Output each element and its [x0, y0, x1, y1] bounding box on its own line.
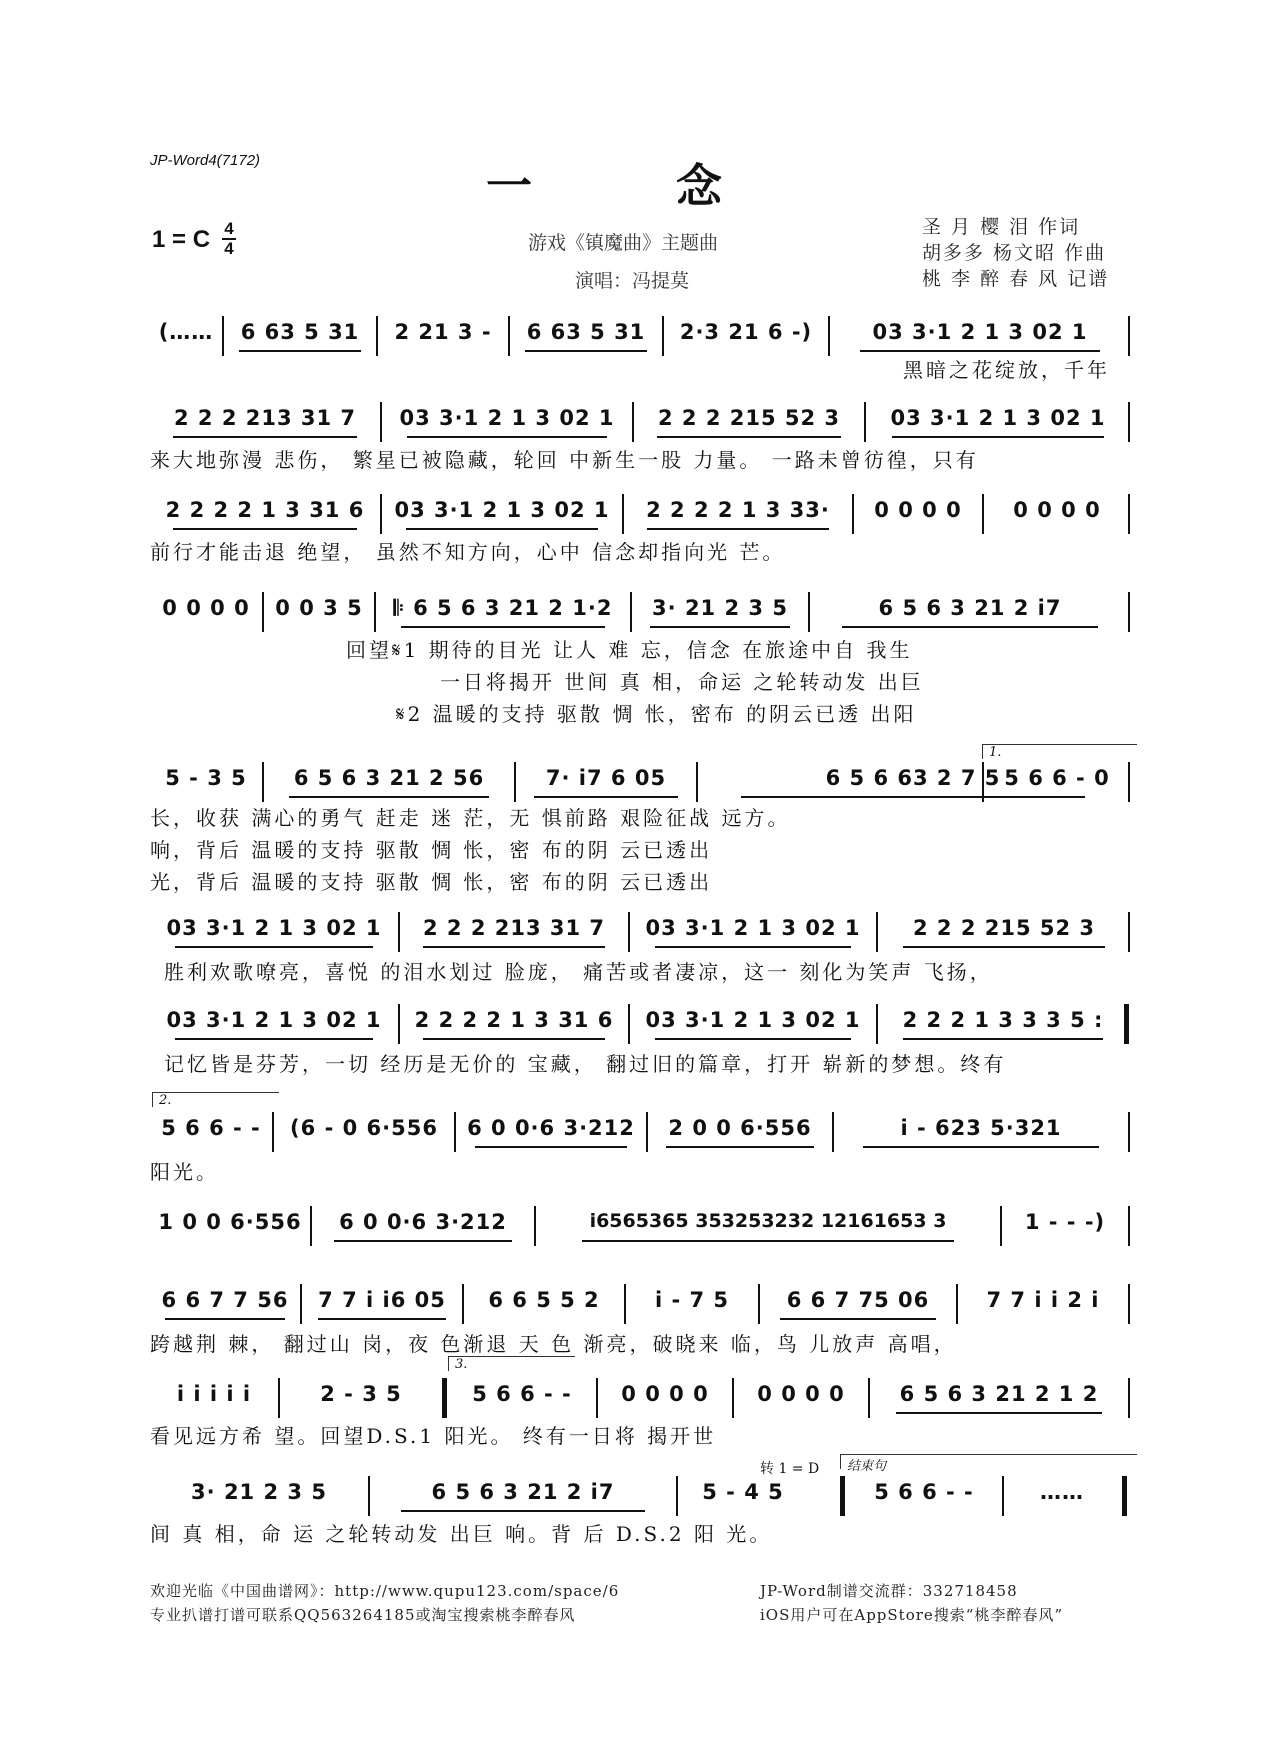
- measure-notes: i i i i i: [176, 1382, 252, 1406]
- measure: [598, 1378, 732, 1418]
- lyric-line: 长，收获 满心的勇气 赶走 迷 茫，无 惧前路 艰险征战 远方。: [150, 806, 791, 830]
- barline: [1128, 1378, 1130, 1418]
- lyric-line: 一日将揭开 世间 真 相，命运 之轮转动发 出巨: [440, 670, 924, 694]
- measure: [984, 494, 1130, 534]
- beam: [896, 1412, 1102, 1414]
- measure: [634, 402, 864, 442]
- repeat-end-barline: [1124, 1004, 1129, 1044]
- measure: [846, 1476, 1002, 1516]
- modulation-marker: 转 1 = D: [760, 1461, 820, 1477]
- measure-notes: i - 7 5: [654, 1288, 730, 1312]
- beam: [655, 1038, 852, 1040]
- measure: [760, 1284, 956, 1324]
- measure: [648, 1112, 832, 1152]
- volta-3: 3.: [448, 1356, 575, 1371]
- measure-notes: 1 - - -): [1024, 1210, 1106, 1234]
- measure: [1002, 1206, 1128, 1246]
- measure: [150, 494, 380, 534]
- measure: [382, 402, 632, 442]
- footer-ios: iOS用户可在AppStore搜索“桃李醉春风”: [760, 1606, 1064, 1624]
- footer-site-link[interactable]: 欢迎光临《中国曲谱网》：http://www.qupu123.com/space/6: [150, 1582, 620, 1600]
- measure-notes: 03 3·1 2 1 3 02 1: [645, 916, 861, 940]
- measure: [630, 1004, 876, 1044]
- barline: [1128, 316, 1130, 356]
- measure: [448, 1378, 596, 1418]
- lyric-line: 间 真 相，命 运 之轮转动发 出巨 响。背 后 D.S.2 阳 光。: [150, 1522, 773, 1546]
- measure-notes: 03 3·1 2 1 3 02 1: [394, 498, 610, 522]
- measure: [516, 762, 696, 802]
- lyric-line: 记忆皆是芬芳，一切 经历是无价的 宝藏， 翻过旧的篇章，打开 崭新的梦想。终有: [164, 1052, 1007, 1076]
- measure-notes: 03 3·1 2 1 3 02 1: [399, 406, 615, 430]
- beam: [525, 350, 647, 352]
- measure: [464, 1284, 624, 1324]
- beam: [173, 528, 357, 530]
- beam: [318, 1318, 446, 1320]
- measure-notes: i6565365 353253232 12161653 3: [589, 1210, 947, 1232]
- beam: [863, 1146, 1098, 1148]
- measure: [302, 1284, 462, 1324]
- measure-notes: 5 6 6 - -: [161, 1116, 261, 1140]
- barline: [1128, 1206, 1130, 1246]
- measure: [224, 316, 376, 356]
- measure: [150, 316, 222, 356]
- staff-line-2: [150, 402, 1130, 442]
- measure: [626, 1284, 758, 1324]
- beam: [407, 436, 607, 438]
- measure-notes: 2 2 2 1 3 3 3 5 :: [902, 1008, 1104, 1032]
- measure-notes: (6 - 0 6·556: [290, 1116, 438, 1140]
- measure-notes: 7 7 i i 2 i: [986, 1288, 1100, 1312]
- staff-line-3: [150, 494, 1130, 534]
- beam: [165, 1318, 285, 1320]
- measure: [150, 1206, 310, 1246]
- measure: [630, 912, 876, 952]
- measure-notes: 6 5 6 3 21 2 1 2: [899, 1382, 1099, 1406]
- lyric-line: 胜利欢歌嘹亮，喜悦 的泪水划过 脸庞， 痛苦或者凄凉，这一 刻化为笑声 飞扬，: [164, 960, 993, 984]
- beam: [423, 1038, 605, 1040]
- measure: [958, 1284, 1128, 1324]
- measure-notes: 2 0 0 6·556: [668, 1116, 812, 1140]
- barline: [840, 1476, 845, 1516]
- measure: [984, 762, 1130, 802]
- measure: [274, 1112, 454, 1152]
- beam: [655, 946, 852, 948]
- beam: [175, 946, 373, 948]
- measure: [456, 1112, 646, 1152]
- beam: [406, 528, 598, 530]
- measure-notes: 2 - 3 5: [320, 1382, 402, 1406]
- measure: [510, 316, 662, 356]
- measure-notes: 6 63 5 31: [526, 320, 646, 344]
- measure-notes: 2 2 2 2 1 3 31 6: [165, 498, 365, 522]
- ending-box: 结束句: [840, 1454, 1137, 1469]
- measure-notes: 0 0 0 0: [757, 1382, 845, 1406]
- measure: [664, 316, 828, 356]
- beam: [401, 1510, 646, 1512]
- measure-notes: 3· 21 2 3 5: [191, 1480, 327, 1504]
- measure: [378, 316, 508, 356]
- beam: [657, 436, 841, 438]
- beam: [175, 1038, 373, 1040]
- measure: [400, 1004, 628, 1044]
- lyric-line: 响，背后 温暖的支持 驱散 惆 怅，密 布的阴 云已透出: [150, 838, 713, 862]
- measure: [150, 912, 398, 952]
- measure-notes: 6 0 0·6 3·212: [339, 1210, 507, 1234]
- measure-notes: 3· 21 2 3 5: [652, 596, 788, 620]
- measure-notes: 1 0 0 6·556: [158, 1210, 302, 1234]
- measure-notes: 5 - 3 5: [165, 766, 247, 790]
- measure: [734, 1378, 868, 1418]
- measure-notes: 5 6 6 - -: [874, 1480, 974, 1504]
- measure: [312, 1206, 534, 1246]
- measure-notes: 03 3·1 2 1 3 02 1: [890, 406, 1106, 430]
- measure-notes: 6 6 5 5 2: [488, 1288, 600, 1312]
- measure: [866, 402, 1130, 442]
- beam: [334, 1240, 512, 1242]
- measure-notes: 𝄆 6 5 6 3 21 2 1·2: [393, 596, 613, 620]
- measure: [150, 762, 262, 802]
- measure: [870, 1378, 1128, 1418]
- subtitle: 游戏《镇魔曲》主题曲: [528, 232, 719, 254]
- credit-composer: 胡多多 杨文昭 作曲: [922, 242, 1107, 264]
- measure: [830, 316, 1130, 356]
- measure: [264, 592, 374, 632]
- measure: [150, 402, 380, 442]
- measure-notes: 7· i7 6 05: [545, 766, 667, 790]
- barline: [1128, 912, 1130, 952]
- measure-notes: 6 5 6 3 21 2 i7: [878, 596, 1062, 620]
- measure: [878, 1004, 1128, 1044]
- lyric-line: 看见远方希 望。回望D.S.1 阳光。 终有一日将 揭开世: [150, 1424, 717, 1448]
- measure-notes: 2 2 2 2 1 3 31 6: [414, 1008, 614, 1032]
- time-signature: [222, 220, 236, 258]
- measure-notes: 2 2 2 213 31 7: [173, 406, 357, 430]
- measure-notes: 2 21 3 -: [394, 320, 492, 344]
- measure-notes: 0 0 0 0: [1013, 498, 1101, 522]
- measure-notes: i - 623 5·321: [900, 1116, 1062, 1140]
- beam: [903, 946, 1105, 948]
- app-version-label: JP-Word4(7172): [150, 152, 261, 169]
- beam: [666, 1146, 813, 1148]
- staff-line-6: [150, 912, 1130, 952]
- measure-notes: 2·3 21 6 -): [679, 320, 813, 344]
- barline: [1128, 494, 1130, 534]
- measure-notes: 6 6 7 75 06: [786, 1288, 930, 1312]
- lyric-line: 前行才能击退 绝望， 虽然不知方向，心中 信念却指向光 芒。: [150, 540, 786, 564]
- song-title: 一 念: [485, 159, 786, 213]
- measure-notes: 6 6 7 7 56: [161, 1288, 289, 1312]
- barline: [1128, 762, 1130, 802]
- measure: [632, 592, 808, 632]
- singer: 演唱：冯提莫: [575, 270, 690, 292]
- measure: [376, 592, 630, 632]
- staff-line-8: [150, 1112, 1130, 1152]
- measure-notes: 5 6 6 - -: [472, 1382, 572, 1406]
- lyric-line: 𝄋2 温暖的支持 驱散 惆 怅，密布 的阴云已透 出阳: [396, 702, 917, 726]
- barline: [1128, 1112, 1130, 1152]
- beam: [842, 626, 1098, 628]
- measure: [810, 592, 1130, 632]
- measure-notes: 2 2 2 215 52 3: [912, 916, 1096, 940]
- beam: [423, 946, 605, 948]
- measure: [150, 1476, 368, 1516]
- measure-notes: 03 3·1 2 1 3 02 1: [166, 1008, 382, 1032]
- barline: [1128, 402, 1130, 442]
- measure: [624, 494, 852, 534]
- beam: [173, 436, 357, 438]
- beam: [647, 528, 829, 530]
- measure: [264, 762, 514, 802]
- lyric-line: 跨越荆 棘， 翻过山 岗，夜 色渐退 天 色 渐亮，破晓来 临，鸟 儿放声 高唱，: [150, 1332, 957, 1356]
- measure: [678, 1476, 808, 1516]
- barline: [442, 1378, 447, 1418]
- time-signature-top: 4: [224, 219, 234, 238]
- measure-notes: 6 63 5 31: [240, 320, 360, 344]
- measure: [834, 1112, 1128, 1152]
- measure-notes: 03 3·1 2 1 3 02 1: [872, 320, 1088, 344]
- measure-notes: 6 0 0·6 3·212: [467, 1116, 635, 1140]
- credit-lyricist: 圣 月 樱 泪 作词: [922, 216, 1081, 238]
- lyric-line: 回望𝄋1 期待的目光 让人 难 忘，信念 在旅途中自 我生: [346, 638, 913, 662]
- measure: [150, 1112, 272, 1152]
- lyric-line: 黑暗之花绽放，千年: [903, 358, 1110, 382]
- beam: [860, 350, 1100, 352]
- measure-notes: 0 0 0 0: [621, 1382, 709, 1406]
- staff-line-7: [150, 1004, 1130, 1044]
- measure: [854, 494, 982, 534]
- measure: [150, 592, 262, 632]
- measure-notes: 6 5 6 63 2 7 5: [825, 766, 1001, 790]
- measure-notes: (……: [158, 320, 214, 344]
- measure-notes: 2 2 2 2 1 3 33·: [646, 498, 830, 522]
- beam: [289, 796, 489, 798]
- measure: [370, 1476, 676, 1516]
- measure: [150, 1004, 398, 1044]
- measure-notes: 0 0 3 5: [275, 596, 363, 620]
- beam: [650, 626, 791, 628]
- volta-1: 1.: [982, 744, 1137, 759]
- measure: [1004, 1476, 1120, 1516]
- staff-line-11: [150, 1378, 1130, 1418]
- staff-line-4: [150, 592, 1130, 632]
- measure-notes: 0 0 0 0: [874, 498, 962, 522]
- beam: [903, 1038, 1103, 1040]
- measure: [382, 494, 622, 534]
- measure: [878, 912, 1130, 952]
- lyric-line: 阳光。: [150, 1160, 219, 1184]
- beam: [475, 1146, 627, 1148]
- footer-group: JP-Word制谱交流群：332718458: [760, 1582, 1018, 1600]
- staff-line-12: [150, 1476, 1130, 1516]
- footer-contact: 专业扒谱打谱可联系QQ563264185或淘宝搜索桃李醉春风: [150, 1606, 576, 1624]
- barline: [1128, 592, 1130, 632]
- beam: [780, 1318, 937, 1320]
- credit-transcriber: 桃 李 醉 春 风 记谱: [922, 268, 1110, 290]
- time-signature-bottom: 4: [224, 239, 234, 258]
- barline: [1128, 1284, 1130, 1324]
- measure-notes: 7 7 i i6 05: [318, 1288, 446, 1312]
- measure-notes: ……: [1040, 1480, 1084, 1504]
- measure: [150, 1378, 278, 1418]
- measure-notes: 5 6 6 - 0: [1004, 766, 1110, 790]
- beam: [582, 1240, 953, 1242]
- measure: [536, 1206, 1000, 1246]
- measure: [400, 912, 628, 952]
- lyric-line: 光，背后 温暖的支持 驱散 惆 怅，密 布的阴 云已透出: [150, 870, 713, 894]
- measure-notes: 2 2 2 213 31 7: [422, 916, 606, 940]
- measure-notes: 03 3·1 2 1 3 02 1: [645, 1008, 861, 1032]
- measure-notes: 6 5 6 3 21 2 i7: [431, 1480, 615, 1504]
- lyric-line: 来大地弥漫 悲伤， 繁星已被隐藏，轮回 中新生一股 力量。 一路未曾彷徨，只有: [150, 448, 979, 472]
- staff-line-10: [150, 1284, 1130, 1324]
- measure-notes: 2 2 2 215 52 3: [657, 406, 841, 430]
- staff-line-5: [150, 762, 1130, 802]
- beam: [401, 626, 604, 628]
- final-barline: [1122, 1476, 1127, 1516]
- beam: [892, 436, 1103, 438]
- measure-notes: 0 0 0 0: [162, 596, 250, 620]
- measure-notes: 6 5 6 3 21 2 56: [293, 766, 485, 790]
- volta-2: 2.: [152, 1092, 279, 1107]
- measure-notes: 5 - 4 5: [702, 1480, 784, 1504]
- key-signature: 1 = C: [152, 226, 211, 253]
- staff-line-1: [150, 316, 1130, 356]
- measure: [150, 1284, 300, 1324]
- measure: [280, 1378, 442, 1418]
- beam: [239, 350, 361, 352]
- staff-line-9: [150, 1206, 1130, 1246]
- beam: [534, 796, 678, 798]
- measure-notes: 03 3·1 2 1 3 02 1: [166, 916, 382, 940]
